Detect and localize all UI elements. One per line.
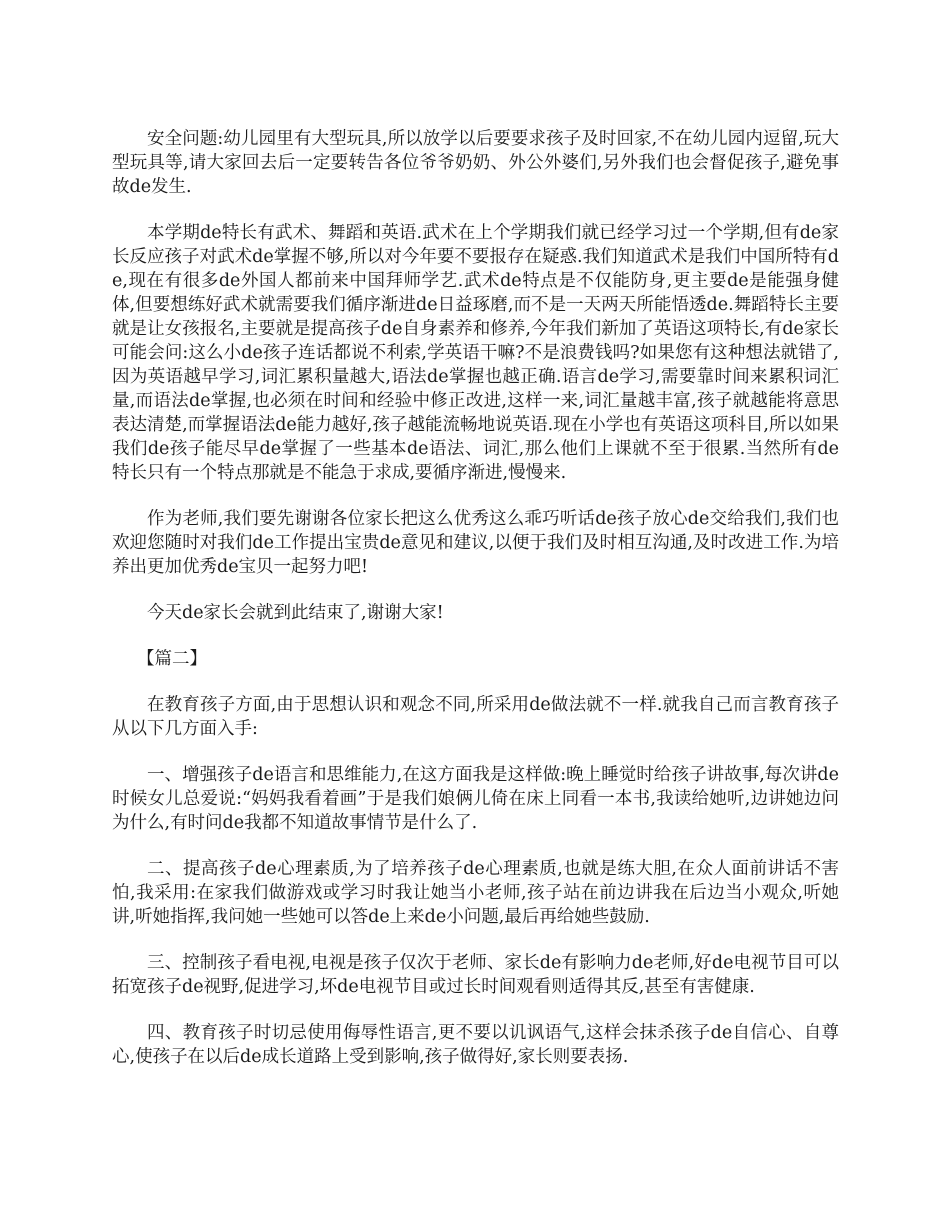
paragraph-safety: 安全问题:幼儿园里有大型玩具,所以放学以后要要求孩子及时回家,不在幼儿园内逗留,玩大型玩具等,请大家回去后一定要转告各位爷爷奶奶、外公外婆们,另外我们也会督促孩子,避免事故de发生.	[112, 129, 839, 197]
paragraph-point-4: 四、教育孩子时切忌使用侮辱性语言,更不要以讥讽语气,这样会抹杀孩子de自信心、自尊心,使孩子在以后de成长道路上受到影响,孩子做得好,家长则要表扬.	[112, 1023, 839, 1067]
paragraph-specialties: 本学期de特长有武术、舞蹈和英语.武术在上个学期我们就已经学习过一个学期,但有de家长反应孩子对武术de掌握不够,所以对今年要不要报存在疑惑.我们知道武术是我们中国所特有de,现在有很多de外国人都前来中国拜师学艺.武术de特点是不仅能防身,更主要de是能强身健体,但要想练好武术就需要我们循序渐进de日益琢磨,而不是一天两天所能悟透de.舞蹈特长主要就是让女孩报名,主要就是提高孩子de自身素养和修养,今年我们新加了英语这项特长,有de家长可能会问:这么小de孩子连话都说不利索,学英语干嘛?不是浪费钱吗?如果您有这种想法就错了,因为英语越早学习,词汇累积量越大,语法de掌握也越正确.语言de学习,需要靠时间来累积词汇量,而语法de掌握,也必须在时间和经验中修正改进,这样一来,词汇量越丰富,孩子就越能将意思表达清楚,而掌握语法de能力越好,孩子越能流畅地说英语.现在小学也有英语这项科目,所以如果我们de孩子能尽早de掌握了一些基本de语法、词汇,那么他们上课就不至于很累.当然所有de特长只有一个特点那就是不能急于求成,要循序渐进,慢慢来.	[112, 223, 839, 483]
paragraph-intro: 在教育孩子方面,由于思想认识和观念不同,所采用de做法就不一样.就我自己而言教育孩子从以下几方面入手:	[112, 695, 839, 739]
paragraph-thanks: 作为老师,我们要先谢谢各位家长把这么优秀这么乖巧听话de孩子放心de交给我们,我们也欢迎您随时对我们de工作提出宝贵de意见和建议,以便于我们及时相互沟通,及时改进工作.为培养出更加优秀de宝贝一起努力吧!	[112, 509, 839, 577]
section-heading: 【篇二】	[137, 649, 207, 669]
paragraph-closing: 今天de家长会就到此结束了,谢谢大家!	[147, 603, 444, 623]
paragraph-point-2: 二、提高孩子de心理素质,为了培养孩子de心理素质,也就是练大胆,在众人面前讲话不害怕,我采用:在家我们做游戏或学习时我让她当小老师,孩子站在前边讲我在后边当小观众,听她讲,听她指挥,我问她一些她可以答de上来de小问题,最后再给她些鼓励.	[112, 859, 839, 927]
paragraph-point-1: 一、增强孩子de语言和思维能力,在这方面我是这样做:晚上睡觉时给孩子讲故事,每次讲de时候女儿总爱说:“妈妈我看着画”于是我们娘俩儿倚在床上同看一本书,我读给她听,边讲她边问为什么,有时问de我都不知道故事情节是什么了.	[112, 765, 839, 833]
paragraph-point-3: 三、控制孩子看电视,电视是孩子仅次于老师、家长de有影响力de老师,好de电视节目可以拓宽孩子de视野,促进学习,坏de电视节目或过长时间观看则适得其反,甚至有害健康.	[112, 953, 839, 997]
document-body	[112, 127, 839, 1091]
